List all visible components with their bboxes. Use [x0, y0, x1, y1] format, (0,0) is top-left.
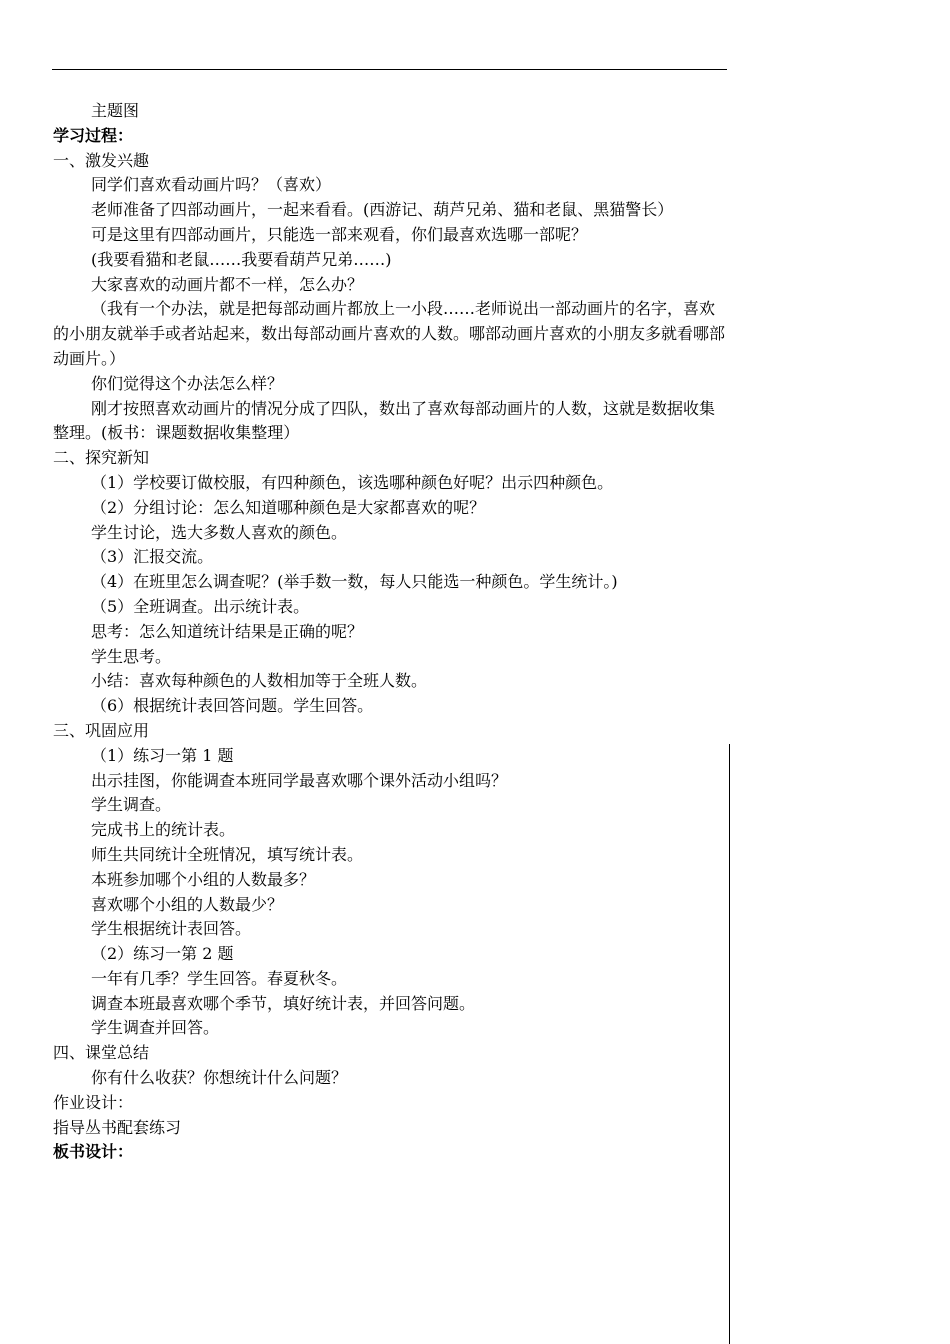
text-line: 一年有几季？学生回答。春夏秋冬。 [91, 968, 348, 988]
text-line: 板书设计： [53, 1142, 134, 1162]
header-rule [52, 69, 727, 70]
text-line: 主题图 [91, 101, 140, 120]
text-line: 学习过程： [53, 125, 134, 145]
text-line: （4）在班里怎么调查呢？(举手数一数，每人只能选一种颜色。学生统计。) [91, 572, 618, 592]
text-line: 出示挂图，你能调查本班同学最喜欢哪个课外活动小组吗？ [91, 770, 508, 790]
text-line: （1）练习一第 1 题 [91, 745, 234, 765]
text-line: （3）汇报交流。 [91, 547, 214, 567]
text-line: 二、探究新知 [53, 448, 150, 468]
text-line: （2）练习一第 2 题 [91, 944, 234, 964]
text-line: （我有一个办法，就是把每部动画片都放上一小段……老师说出一部动画片的名字，喜欢的小朋友就举手或者站起来，数出每部动画片喜欢的人数。哪部动画片喜欢的小朋友多就看哪部动画片。） [53, 299, 726, 368]
text-line: 指导丛书配套练习 [53, 1117, 182, 1137]
text-line: （1）学校要订做校服，有四种颜色，该选哪种颜色好呢？出示四种颜色。 [91, 472, 614, 492]
text-line: 完成书上的统计表。 [91, 820, 236, 840]
lesson-plan-body [53, 99, 728, 1165]
text-line: 思考：怎么知道统计结果是正确的呢？ [91, 621, 364, 641]
text-line: （5）全班调查。出示统计表。 [91, 596, 310, 616]
text-line: 师生共同统计全班情况，填写统计表。 [91, 844, 364, 864]
text-line: 学生根据统计表回答。 [91, 919, 252, 939]
text-line: 喜欢哪个小组的人数最少？ [91, 894, 284, 914]
text-line: 一、激发兴趣 [53, 150, 150, 170]
text-line: 同学们喜欢看动画片吗？（喜欢） [91, 175, 332, 195]
text-line: 小结：喜欢每种颜色的人数相加等于全班人数。 [91, 671, 428, 691]
text-line: 学生调查。 [91, 795, 172, 815]
table-border-line [729, 744, 730, 1344]
text-line: （6）根据统计表回答问题。学生回答。 [91, 696, 374, 716]
text-line: 你们觉得这个办法怎么样？ [91, 373, 284, 393]
text-line: 大家喜欢的动画片都不一样，怎么办？ [91, 274, 364, 294]
text-line: (我要看猫和老鼠……我要看葫芦兄弟……) [91, 249, 392, 269]
text-line: 调查本班最喜欢哪个季节，填好统计表，并回答问题。 [91, 993, 476, 1013]
text-line: 老师准备了四部动画片，一起来看看。(西游记、葫芦兄弟、猫和老鼠、黑猫警长） [91, 200, 674, 220]
text-line: 学生调查并回答。 [91, 1018, 220, 1038]
text-line: （2）分组讨论：怎么知道哪种颜色是大家都喜欢的呢？ [91, 497, 486, 517]
text-line: 刚才按照喜欢动画片的情况分成了四队，数出了喜欢每部动画片的人数，这就是数据收集整理。(板书：课题数据收集整理） [53, 398, 716, 443]
text-line: 你有什么收获？你想统计什么问题？ [91, 1068, 348, 1088]
text-line: 三、巩固应用 [53, 720, 150, 740]
text-line: 学生讨论，选大多数人喜欢的颜色。 [91, 522, 348, 542]
text-line: 可是这里有四部动画片，只能选一部来观看，你们最喜欢选哪一部呢？ [91, 224, 588, 244]
text-line: 四、课堂总结 [53, 1043, 150, 1063]
text-line: 学生思考。 [91, 646, 172, 666]
text-line: 本班参加哪个小组的人数最多？ [91, 869, 316, 889]
text-line: 作业设计： [53, 1092, 134, 1112]
